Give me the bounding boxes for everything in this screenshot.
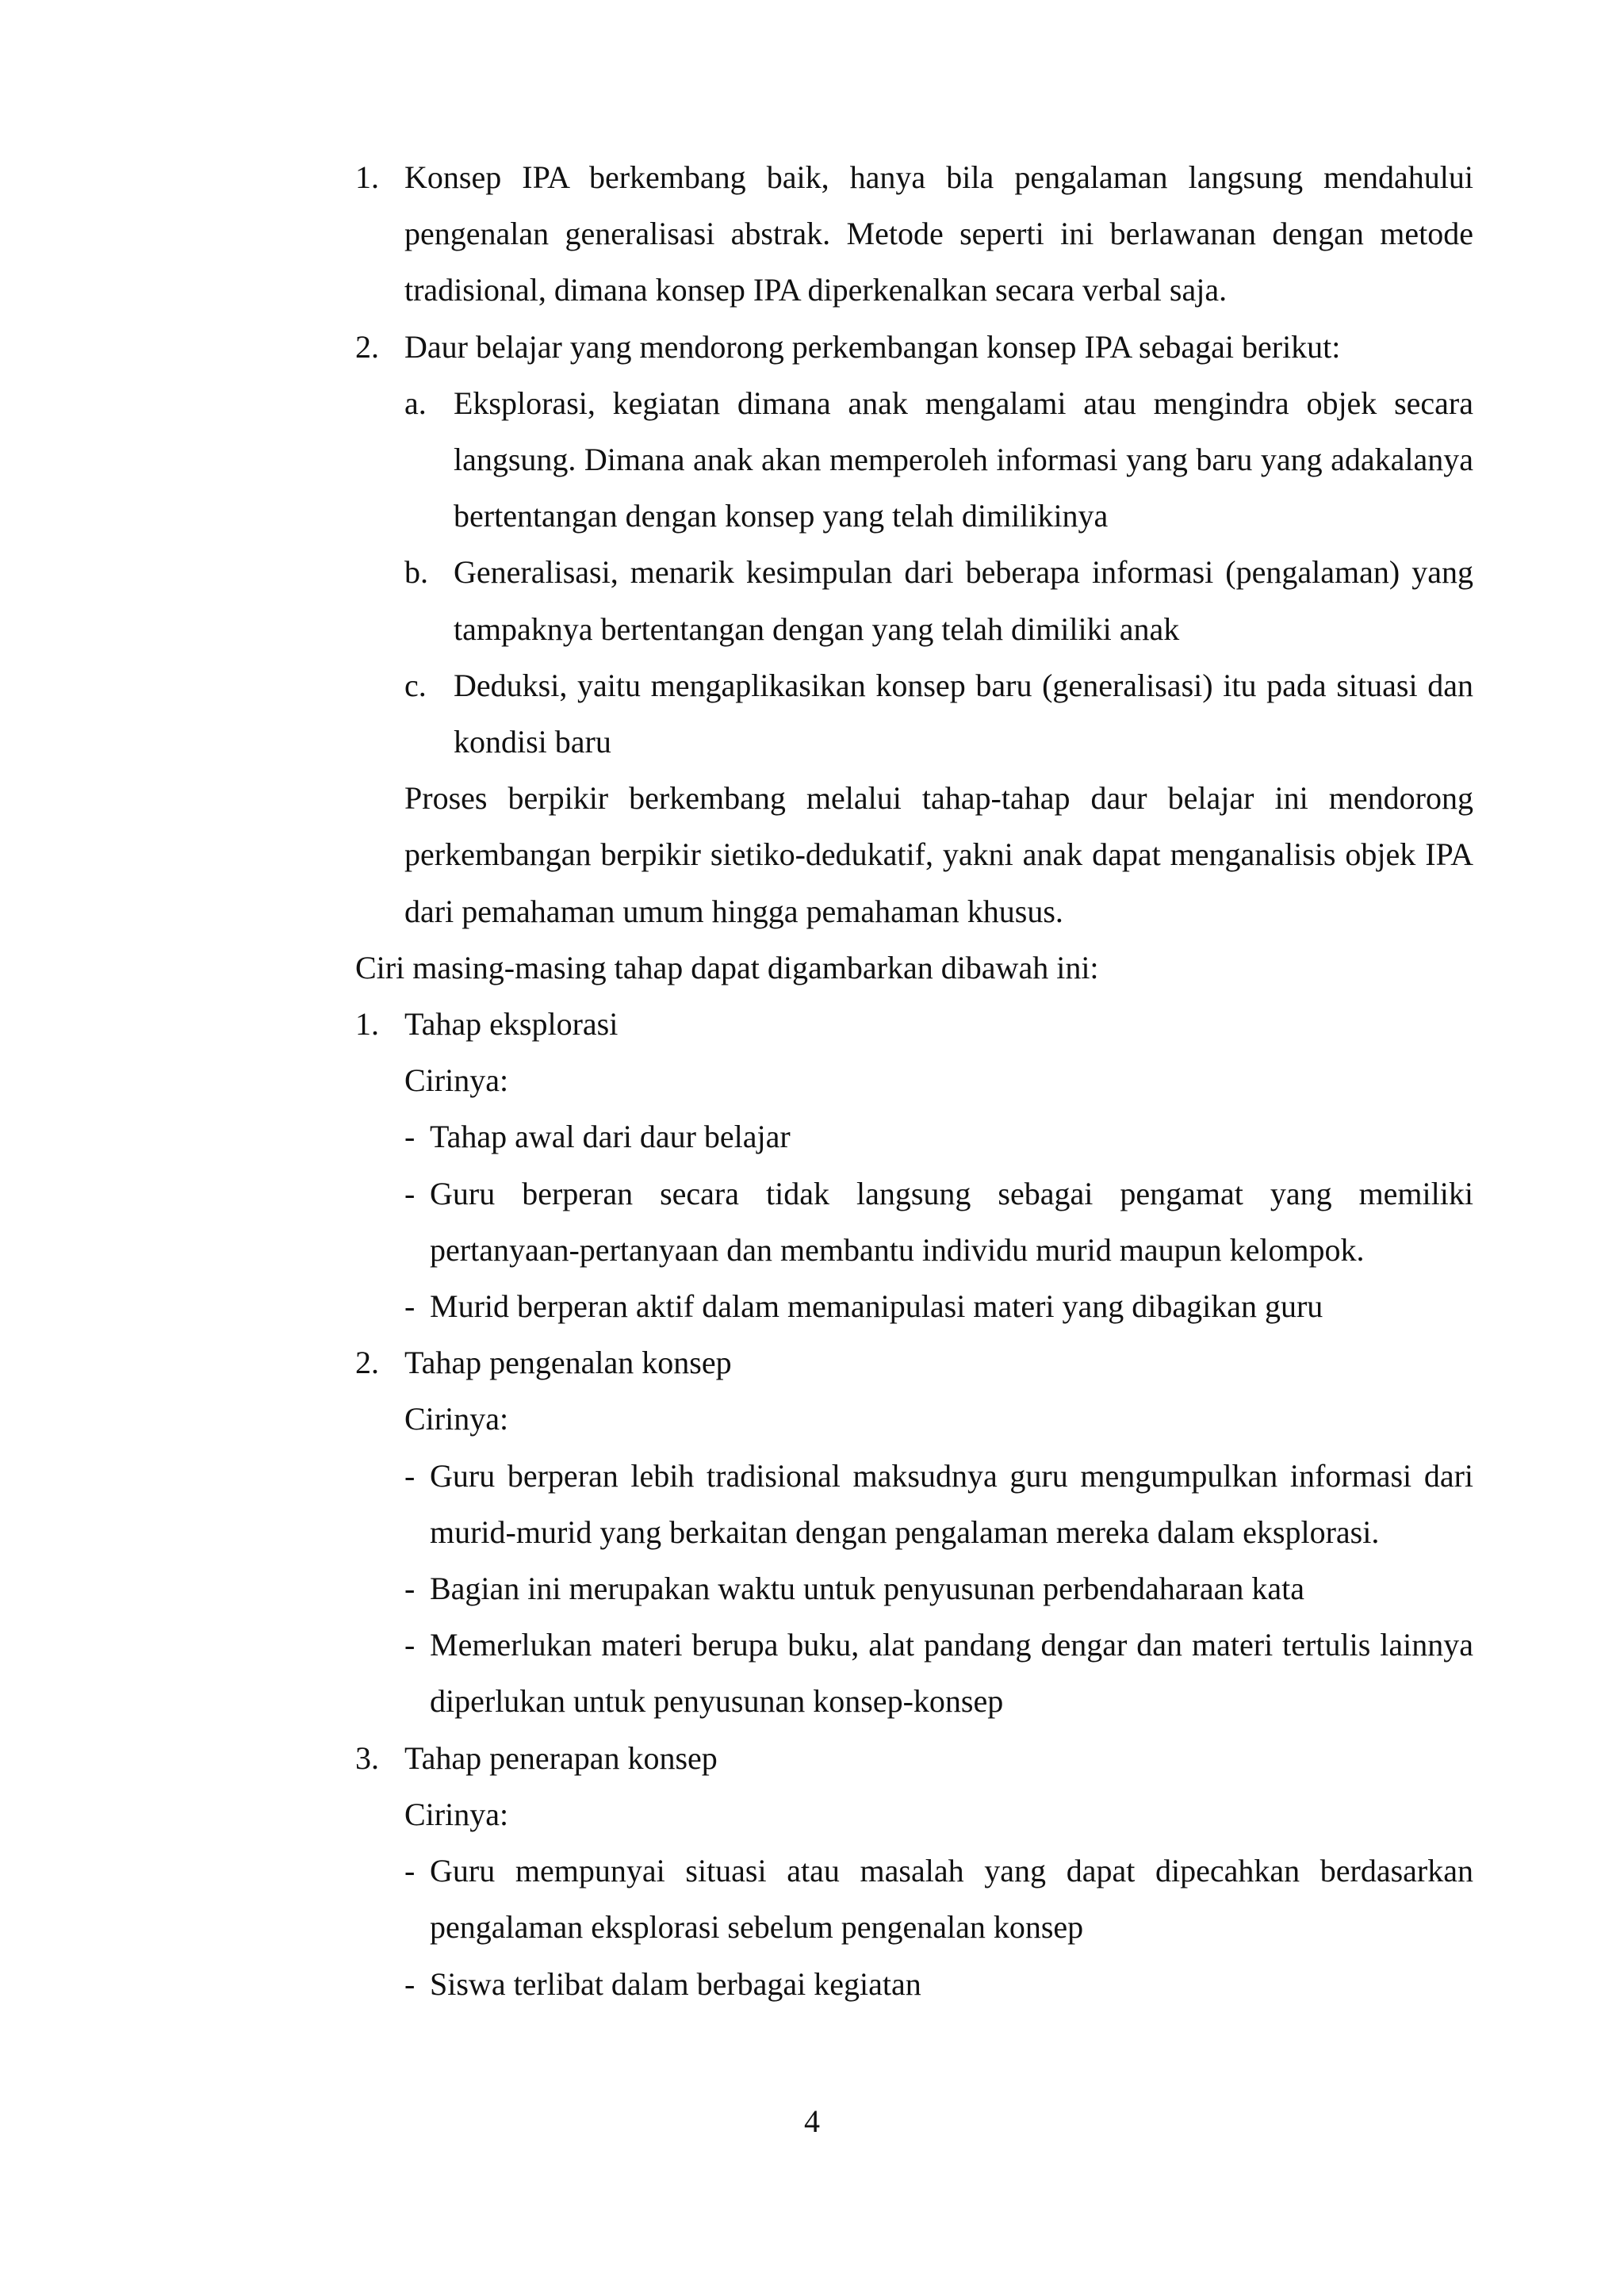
stage-point [404,1165,1473,1278]
stage-point [404,1956,1473,2012]
stage-number: 3. [355,1739,379,1776]
list-item-konsep-ipa [355,149,1473,319]
dash-marker: - [404,1627,416,1663]
stage-point-text: Bagian ini merupakan waktu untuk penyusunan perbendaharaan kata [430,1571,1304,1607]
stage-number: 1. [355,1006,379,1043]
dash-marker: - [404,1288,416,1325]
cirinya-label: Cirinya: [404,1401,509,1437]
sub-item-text: Eksplorasi, kegiatan dimana anak mengalami atau mengindra objek secara langsung. Dimana anak akan memperoleh informasi yang baru yang adakalanya bertentangan dengan konsep yang telah dimilikinya [454,385,1473,534]
stage-point-text: Guru mempunyai situasi atau masalah yang dapat dipecahkan berdasarkan pengalaman eksplorasi sebelum pengenalan konsep [430,1853,1473,1946]
sub-item-deduksi [404,657,1473,770]
stage-point-text: Guru berperan secara tidak langsung sebagai pengamat yang memiliki pertanyaan-pertanyaan dan membantu individu murid maupun kelompok. [430,1175,1473,1268]
stage-point [404,1278,1473,1334]
stage-point-text: Siswa terlibat dalam berbagai kegiatan [430,1965,921,2002]
sub-item-generalisasi [404,544,1473,656]
sub-item-eksplorasi [404,375,1473,545]
stage-point-text: Tahap awal dari daur belajar [430,1119,791,1155]
proses-paragraph: Proses berpikir berkembang melalui tahap-tahap daur belajar ini mendorong perkembangan berpikir sietiko-dedukatif, yakni anak dapat menganalisis objek IPA dari pemahaman umum hingga pemahaman khusus. [404,780,1473,929]
stage-penerapan-konsep [355,1730,1473,1786]
stage-title: Tahap eksplorasi [404,1006,619,1043]
dash-marker: - [404,1457,416,1494]
stage-eksplorasi [355,996,1473,1052]
sub-item-text: Deduksi, yaitu mengaplikasikan konsep baru (generalisasi) itu pada situasi dan kondisi baru [454,667,1473,760]
stage-point [404,1560,1473,1617]
stage-point [404,1843,1473,1955]
stage-point [404,1617,1473,1729]
stage-point-text: Guru berperan lebih tradisional maksudnya guru mengumpulkan informasi dari murid-murid yang berkaitan dengan pengalaman mereka dalam eksplorasi. [430,1457,1473,1550]
stage-point-text: Memerlukan materi berupa buku, alat pandang dengar dan materi tertulis lainnya diperlukan untuk penyusunan konsep-konsep [430,1627,1473,1720]
dash-marker: - [404,1965,416,2002]
page-body [355,149,1473,2012]
dash-marker: - [404,1571,416,1607]
cirinya-label: Cirinya: [404,1796,509,1832]
ciri-intro: Ciri masing-masing tahap dapat digambarkan dibawah ini: [355,949,1099,985]
list-number: 1. [355,159,379,195]
stage-number: 2. [355,1345,379,1381]
stage-point [404,1108,1473,1165]
sub-item-text: Generalisasi, menarik kesimpulan dari beberapa informasi (pengalaman) yang tampaknya bertentangan dengan yang telah dimiliki anak [454,554,1473,647]
sub-item-letter: a. [404,385,427,421]
stage-point-text: Murid berperan aktif dalam memanipulasi materi yang dibagikan guru [430,1288,1323,1325]
dash-marker: - [404,1175,416,1211]
list-item-text: Konsep IPA berkembang baik, hanya bila pengalaman langsung mendahului pengenalan generalisasi abstrak. Metode seperti ini berlawanan dengan metode tradisional, dimana konsep IPA diperkenalkan secara verbal saja. [404,159,1473,308]
page-number: 4 [804,2103,820,2139]
stage-title: Tahap pengenalan konsep [404,1345,732,1381]
stage-pengenalan-konsep [355,1334,1473,1391]
list-item-text: Daur belajar yang mendorong perkembangan konsep IPA sebagai berikut: [404,328,1341,365]
dash-marker: - [404,1853,416,1889]
sub-item-letter: b. [404,554,428,591]
dash-marker: - [404,1119,416,1155]
list-number: 2. [355,328,379,365]
stage-title: Tahap penerapan konsep [404,1739,718,1776]
list-item-daur-belajar [355,319,1473,375]
stage-point [404,1448,1473,1560]
cirinya-label: Cirinya: [404,1062,509,1099]
sub-item-letter: c. [404,667,427,703]
